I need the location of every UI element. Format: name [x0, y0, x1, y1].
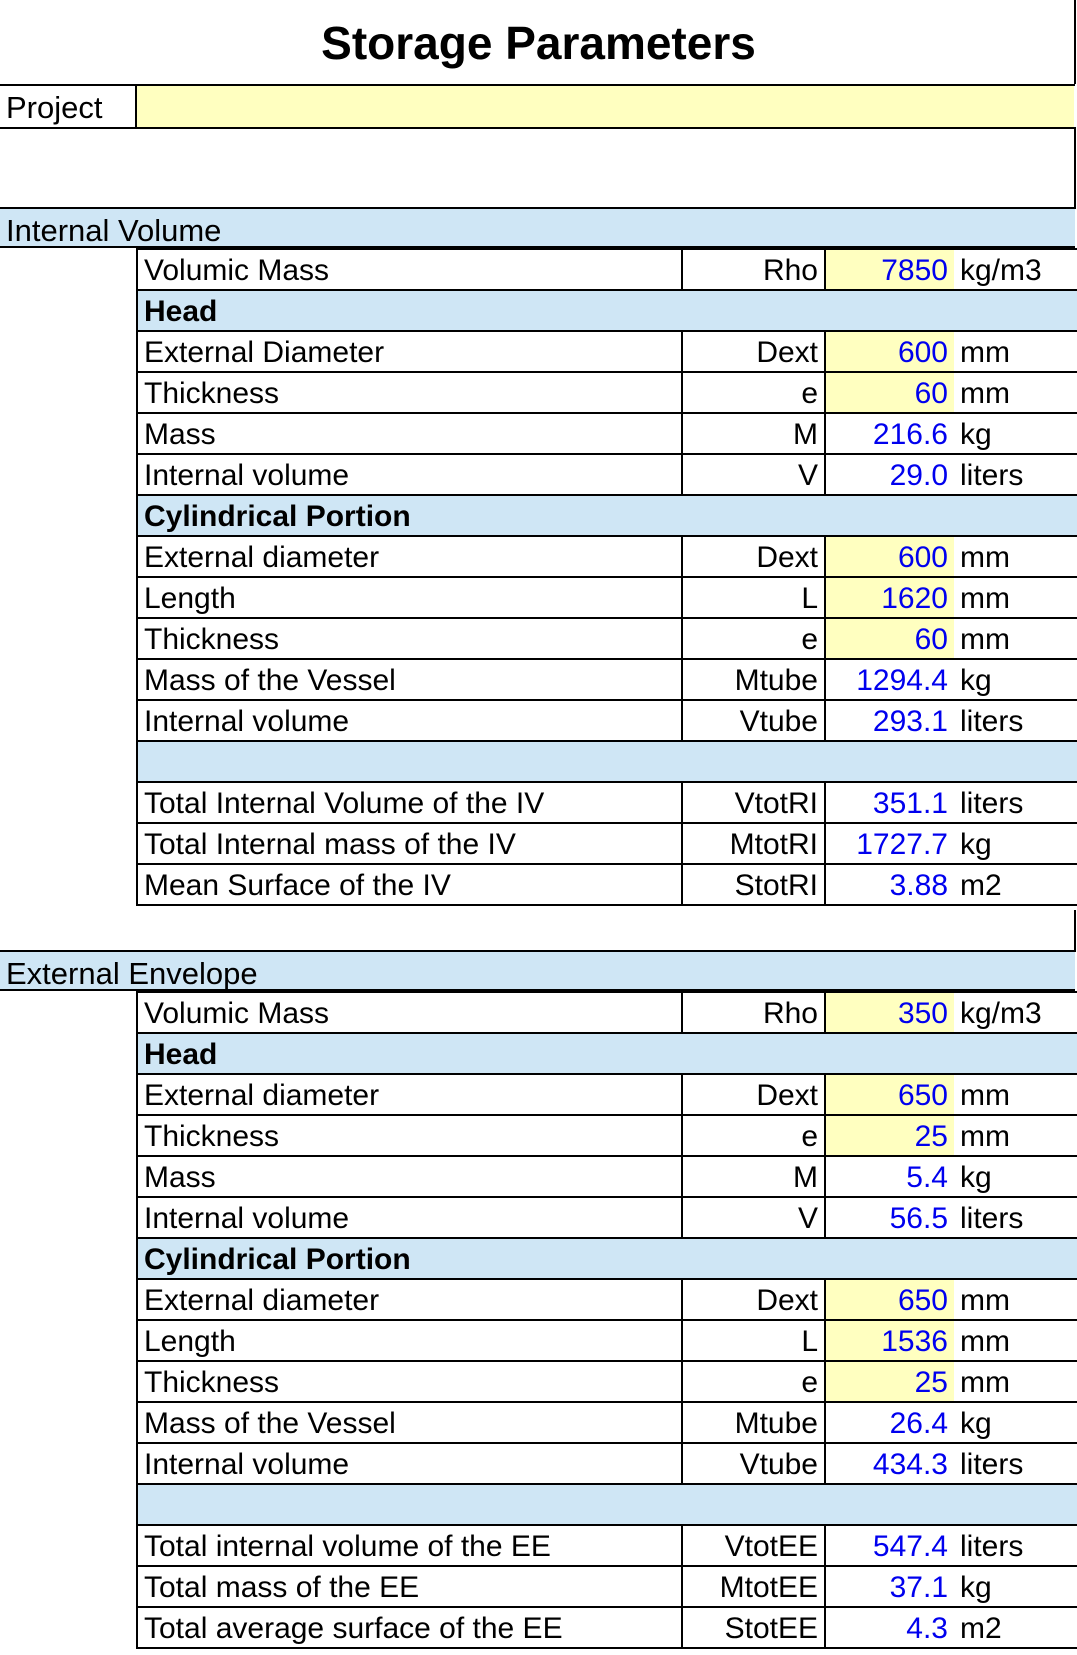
- param-input-value[interactable]: 600: [824, 537, 954, 576]
- param-row-internal-volume: [138, 453, 1077, 494]
- subsection-head: [138, 289, 1077, 330]
- param-computed-value: 26.4: [824, 1403, 954, 1442]
- param-symbol: M: [681, 414, 824, 453]
- param-symbol: Dext: [681, 332, 824, 371]
- param-unit: mm: [960, 541, 1010, 574]
- param-symbol: Vtube: [681, 701, 824, 740]
- param-unit: kg: [960, 664, 992, 697]
- param-unit: mm: [960, 1284, 1010, 1317]
- param-label: Internal volume: [144, 459, 350, 492]
- param-row-external-diameter: [138, 535, 1077, 576]
- param-label: Mass of the Vessel: [144, 664, 396, 697]
- sheet-edge: [1074, 127, 1076, 209]
- param-label: Volumic Mass: [144, 254, 330, 287]
- param-label: Thickness: [144, 623, 280, 656]
- param-label: Mean Surface of the IV: [144, 869, 451, 902]
- param-unit: kg: [960, 1571, 992, 1604]
- param-input-value[interactable]: 60: [824, 373, 954, 412]
- param-computed-value: 293.1: [824, 701, 954, 740]
- spacer-row: [138, 1483, 1077, 1524]
- param-input-value[interactable]: 25: [824, 1362, 954, 1401]
- param-symbol: Dext: [681, 1075, 824, 1114]
- param-input-value[interactable]: 1536: [824, 1321, 954, 1360]
- param-symbol: MtotRI: [681, 824, 824, 863]
- param-label: Internal volume: [144, 1448, 350, 1481]
- param-row-length: [138, 1319, 1077, 1360]
- subsection-label: Head: [144, 295, 218, 328]
- param-unit: mm: [960, 336, 1010, 369]
- param-row-total-internal-volume-of-the-iv: [138, 781, 1077, 822]
- param-symbol: Rho: [681, 250, 824, 289]
- param-label: Volumic Mass: [144, 997, 330, 1030]
- param-label: Internal volume: [144, 1202, 350, 1235]
- page-title: Storage Parameters: [321, 17, 756, 69]
- param-unit: liters: [960, 1530, 1024, 1563]
- spacer-row: [138, 740, 1077, 781]
- param-label: Thickness: [144, 377, 280, 410]
- param-computed-value: 56.5: [824, 1198, 954, 1237]
- param-symbol: e: [681, 1362, 824, 1401]
- param-symbol: L: [681, 578, 824, 617]
- subsection-cylindrical-portion: [138, 1237, 1077, 1278]
- param-label: External diameter: [144, 1079, 380, 1112]
- param-label: Internal volume: [144, 705, 350, 738]
- param-unit: kg: [960, 1407, 992, 1440]
- param-computed-value: 1294.4: [824, 660, 954, 699]
- param-label: Length: [144, 582, 236, 615]
- param-row-thickness: [138, 371, 1077, 412]
- param-computed-value: 547.4: [824, 1526, 954, 1565]
- param-input-value[interactable]: 60: [824, 619, 954, 658]
- sheet-edge: [1074, 910, 1076, 952]
- param-row-total-average-surface-of-the-ee: [138, 1606, 1077, 1647]
- param-row-external-diameter: [138, 1073, 1077, 1114]
- param-symbol: M: [681, 1157, 824, 1196]
- param-unit: kg: [960, 1161, 992, 1194]
- param-input-value[interactable]: 7850: [824, 250, 954, 289]
- param-symbol: e: [681, 1116, 824, 1155]
- param-unit: mm: [960, 623, 1010, 656]
- param-label: Thickness: [144, 1366, 280, 1399]
- param-row-internal-volume: [138, 1196, 1077, 1237]
- external-envelope-table: [136, 991, 1077, 1649]
- param-label: External Diameter: [144, 336, 385, 369]
- param-symbol: Vtube: [681, 1444, 824, 1483]
- param-computed-value: 434.3: [824, 1444, 954, 1483]
- internal-volume-table: [136, 248, 1077, 906]
- param-input-value[interactable]: 650: [824, 1075, 954, 1114]
- param-label: Total average surface of the EE: [144, 1612, 563, 1645]
- param-unit: mm: [960, 377, 1010, 410]
- param-symbol: MtotEE: [681, 1567, 824, 1606]
- param-unit: liters: [960, 705, 1024, 738]
- param-computed-value: 37.1: [824, 1567, 954, 1606]
- project-label: Project: [6, 90, 103, 125]
- subsection-cylindrical-portion: [138, 494, 1077, 535]
- section-header-external-envelope: External Envelope: [0, 950, 1075, 991]
- param-label: Mass of the Vessel: [144, 1407, 396, 1440]
- param-computed-value: 351.1: [824, 783, 954, 822]
- param-input-value[interactable]: 25: [824, 1116, 954, 1155]
- param-unit: liters: [960, 1202, 1024, 1235]
- param-unit: kg/m3: [960, 254, 1042, 287]
- param-row-mass: [138, 1155, 1077, 1196]
- param-row-length: [138, 576, 1077, 617]
- param-row-internal-volume: [138, 1442, 1077, 1483]
- param-label: Total Internal Volume of the IV: [144, 787, 545, 820]
- sheet-edge: [1074, 0, 1076, 84]
- param-unit: kg: [960, 828, 992, 861]
- param-row-total-internal-volume-of-the-ee: [138, 1524, 1077, 1565]
- param-label: External diameter: [144, 1284, 380, 1317]
- param-unit: mm: [960, 1079, 1010, 1112]
- subsection-label: Cylindrical Portion: [144, 1243, 411, 1276]
- param-symbol: VtotRI: [681, 783, 824, 822]
- param-symbol: StotRI: [681, 865, 824, 904]
- subsection-label: Head: [144, 1038, 218, 1071]
- param-input-value[interactable]: 350: [824, 993, 954, 1032]
- param-computed-value: 3.88: [824, 865, 954, 904]
- param-unit: kg: [960, 418, 992, 451]
- param-unit: liters: [960, 459, 1024, 492]
- param-symbol: Dext: [681, 537, 824, 576]
- param-unit: liters: [960, 1448, 1024, 1481]
- param-row-thickness: [138, 1114, 1077, 1155]
- param-symbol: Dext: [681, 1280, 824, 1319]
- param-row-internal-volume: [138, 699, 1077, 740]
- param-row-volumic-mass: [138, 248, 1077, 289]
- subsection-head: [138, 1032, 1077, 1073]
- param-label: Thickness: [144, 1120, 280, 1153]
- param-row-total-internal-mass-of-the-iv: [138, 822, 1077, 863]
- param-label: Total mass of the EE: [144, 1571, 420, 1604]
- param-label: Total internal volume of the EE: [144, 1530, 551, 1563]
- param-symbol: VtotEE: [681, 1526, 824, 1565]
- param-symbol: Mtube: [681, 660, 824, 699]
- param-row-external-diameter: [138, 330, 1077, 371]
- param-symbol: e: [681, 373, 824, 412]
- param-row-mass: [138, 412, 1077, 453]
- param-computed-value: 216.6: [824, 414, 954, 453]
- param-computed-value: 29.0: [824, 455, 954, 494]
- param-unit: liters: [960, 787, 1024, 820]
- param-label: Total Internal mass of the IV: [144, 828, 516, 861]
- param-unit: mm: [960, 1325, 1010, 1358]
- section-header-internal-volume: Internal Volume: [0, 207, 1075, 248]
- param-row-external-diameter: [138, 1278, 1077, 1319]
- param-input-value[interactable]: 650: [824, 1280, 954, 1319]
- param-symbol: StotEE: [681, 1608, 824, 1647]
- param-symbol: V: [681, 1198, 824, 1237]
- param-label: Length: [144, 1325, 236, 1358]
- param-row-thickness: [138, 1360, 1077, 1401]
- param-row-thickness: [138, 617, 1077, 658]
- param-row-mass-of-the-vessel: [138, 1401, 1077, 1442]
- param-input-value[interactable]: 600: [824, 332, 954, 371]
- param-row-total-mass-of-the-ee: [138, 1565, 1077, 1606]
- param-unit: mm: [960, 582, 1010, 615]
- param-label: Mass: [144, 418, 216, 451]
- param-row-mean-surface-of-the-iv: [138, 863, 1077, 904]
- param-unit: mm: [960, 1120, 1010, 1153]
- param-input-value[interactable]: 1620: [824, 578, 954, 617]
- subsection-label: Cylindrical Portion: [144, 500, 411, 533]
- param-symbol: L: [681, 1321, 824, 1360]
- param-symbol: e: [681, 619, 824, 658]
- param-label: External diameter: [144, 541, 380, 574]
- param-row-mass-of-the-vessel: [138, 658, 1077, 699]
- param-computed-value: 5.4: [824, 1157, 954, 1196]
- param-symbol: Rho: [681, 993, 824, 1032]
- project-input[interactable]: [135, 86, 1074, 127]
- param-row-volumic-mass: [138, 991, 1077, 1032]
- param-unit: m2: [960, 869, 1002, 902]
- project-row: [0, 84, 1075, 129]
- param-unit: kg/m3: [960, 997, 1042, 1030]
- param-computed-value: 1727.7: [824, 824, 954, 863]
- param-symbol: V: [681, 455, 824, 494]
- param-unit: mm: [960, 1366, 1010, 1399]
- param-symbol: Mtube: [681, 1403, 824, 1442]
- param-computed-value: 4.3: [824, 1608, 954, 1647]
- param-label: Mass: [144, 1161, 216, 1194]
- param-unit: m2: [960, 1612, 1002, 1645]
